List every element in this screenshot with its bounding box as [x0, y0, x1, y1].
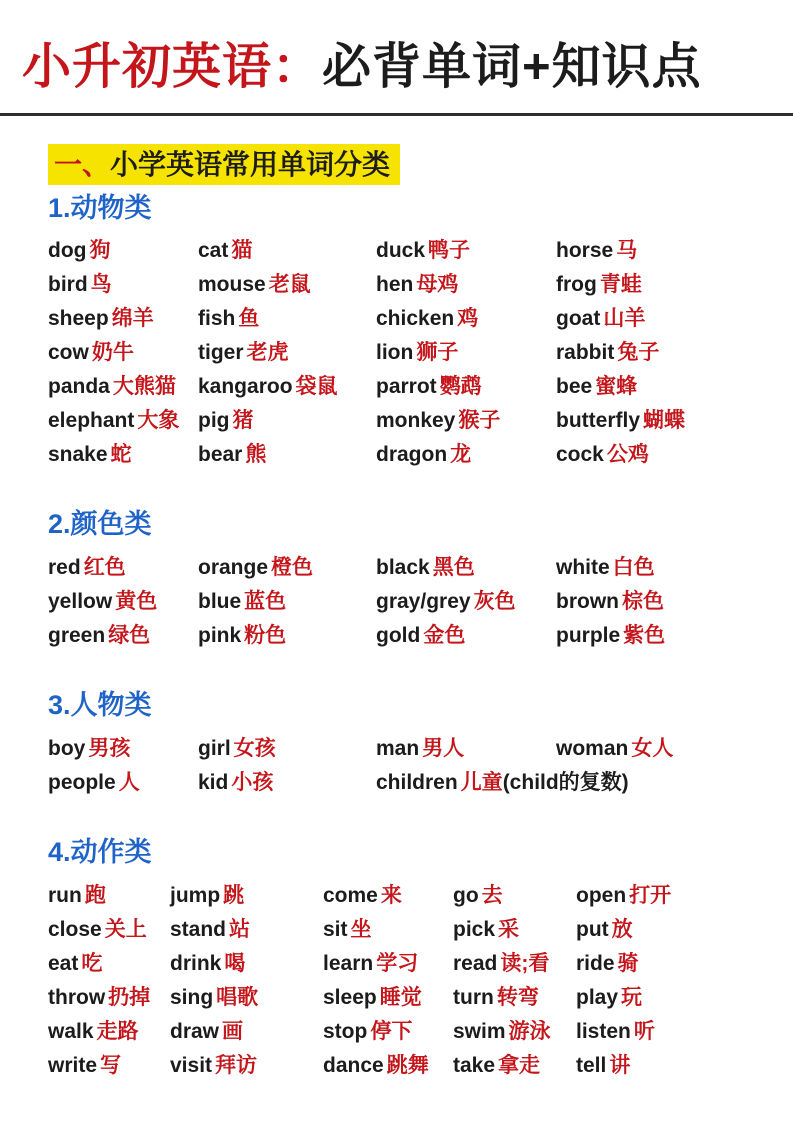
word-item: [376, 766, 629, 800]
word-chinese: 走路: [96, 1019, 139, 1043]
word-item: [48, 947, 170, 981]
word-chinese: 兔子: [617, 341, 660, 365]
word-english: read: [453, 951, 498, 975]
word-english: snake: [48, 443, 108, 467]
worksheet-content: [0, 116, 793, 1083]
word-chinese: 狗: [89, 239, 111, 263]
word-grid: [48, 551, 769, 653]
word-item: [376, 619, 556, 653]
word-chinese: 唱歌: [216, 985, 259, 1009]
word-english: mouse: [198, 273, 266, 297]
word-english: monkey: [376, 409, 456, 433]
word-item: [48, 913, 170, 947]
category-section-1: [48, 192, 769, 473]
word-grid: [48, 234, 769, 472]
word-item: [198, 302, 376, 336]
word-chinese: 紫色: [623, 624, 666, 648]
word-chinese: 骑: [617, 951, 639, 975]
word-chinese: 学习: [376, 951, 419, 975]
word-item: [556, 551, 769, 585]
word-item: [556, 438, 769, 472]
word-item: [376, 732, 556, 766]
word-note: (child的复数): [502, 770, 629, 794]
word-english: duck: [376, 239, 426, 263]
word-item: [556, 585, 769, 619]
word-item: [556, 234, 769, 268]
word-english: listen: [576, 1019, 631, 1043]
category-label: 2.颜色类: [48, 509, 152, 540]
word-chinese: 黄色: [115, 590, 158, 614]
category-section-3: [48, 689, 769, 800]
word-chinese: 金色: [423, 624, 466, 648]
word-chinese: 画: [222, 1019, 244, 1043]
word-chinese: 坐: [350, 917, 372, 941]
word-english: run: [48, 883, 82, 907]
word-english: eat: [48, 951, 79, 975]
word-item: [556, 336, 769, 370]
word-item: [48, 981, 170, 1015]
word-item: [198, 766, 376, 800]
word-chinese: 人: [118, 770, 140, 794]
word-item: [576, 1015, 769, 1049]
word-item: [376, 438, 556, 472]
word-chinese: 奶牛: [91, 341, 134, 365]
word-english: parrot: [376, 375, 437, 399]
word-item: [323, 947, 453, 981]
word-item: [48, 302, 198, 336]
word-chinese: 跳舞: [386, 1053, 429, 1077]
word-english: play: [576, 985, 619, 1009]
word-chinese: 红色: [83, 556, 126, 580]
word-chinese: 来: [380, 883, 402, 907]
word-english: write: [48, 1053, 98, 1077]
word-english: purple: [556, 624, 621, 648]
word-item: [48, 1049, 170, 1083]
word-item: [556, 732, 769, 766]
word-chinese: 写: [100, 1053, 122, 1077]
word-english: sleep: [323, 985, 377, 1009]
word-english: gray/grey: [376, 590, 471, 614]
word-item: [48, 1015, 170, 1049]
word-chinese: 站: [229, 917, 251, 941]
word-item: [556, 404, 769, 438]
word-english: jump: [170, 883, 221, 907]
word-item: [453, 947, 576, 981]
page-title-red-part: 小升初英语：: [22, 40, 323, 94]
word-item: [170, 981, 323, 1015]
word-item: [376, 336, 556, 370]
category-label: 4.动作类: [48, 836, 152, 867]
word-item: [576, 981, 769, 1015]
word-item: [48, 551, 198, 585]
word-english: turn: [453, 985, 494, 1009]
word-chinese: 橙色: [271, 556, 314, 580]
word-chinese: 打开: [629, 883, 672, 907]
section-heading-number: 一、: [54, 148, 111, 180]
word-chinese: 女人: [631, 736, 674, 760]
word-item: [576, 913, 769, 947]
word-chinese: 女孩: [233, 736, 276, 760]
word-item: [198, 370, 376, 404]
word-english: blue: [198, 590, 242, 614]
section-heading-text: 小学英语常用单词分类: [110, 148, 391, 180]
word-english: stand: [170, 917, 227, 941]
word-chinese: 停下: [370, 1019, 413, 1043]
word-chinese: 公鸡: [606, 443, 649, 467]
word-item: [48, 370, 198, 404]
word-chinese: 大象: [137, 409, 180, 433]
word-item: [198, 585, 376, 619]
word-item: [576, 879, 769, 913]
word-english: people: [48, 770, 116, 794]
word-item: [198, 234, 376, 268]
word-english: chicken: [376, 307, 455, 331]
word-english: learn: [323, 951, 374, 975]
word-item: [170, 879, 323, 913]
word-item: [323, 879, 453, 913]
word-english: kid: [198, 770, 229, 794]
word-chinese: 鸡: [457, 307, 479, 331]
section-heading-highlighted: [48, 144, 400, 185]
category-label: 1.动物类: [48, 192, 152, 223]
word-item: [376, 268, 556, 302]
word-chinese: 扔掉: [108, 985, 151, 1009]
word-item: [556, 619, 769, 653]
page-header: [0, 0, 793, 100]
word-english: tell: [576, 1053, 607, 1077]
word-english: walk: [48, 1019, 94, 1043]
word-item: [323, 913, 453, 947]
word-item: [376, 404, 556, 438]
word-english: go: [453, 883, 479, 907]
word-chinese: 玩: [621, 985, 643, 1009]
word-chinese: 拿走: [498, 1053, 541, 1077]
word-english: drink: [170, 951, 222, 975]
word-item: [48, 619, 198, 653]
word-item: [323, 1049, 453, 1083]
word-chinese: 白色: [612, 556, 655, 580]
word-item: [48, 438, 198, 472]
word-english: frog: [556, 273, 597, 297]
word-chinese: 狮子: [416, 341, 459, 365]
word-item: [453, 981, 576, 1015]
word-chinese: 蓝色: [244, 590, 287, 614]
page-title-black-part: 必背单词+知识点: [322, 40, 702, 94]
word-english: man: [376, 736, 420, 760]
word-chinese: 放: [611, 917, 633, 941]
word-chinese: 鱼: [238, 307, 260, 331]
word-english: children: [376, 770, 458, 794]
word-item: [170, 1015, 323, 1049]
word-item: [453, 1049, 576, 1083]
word-english: butterfly: [556, 409, 640, 433]
word-item: [453, 913, 576, 947]
word-chinese: 母鸡: [416, 273, 459, 297]
word-english: cow: [48, 341, 89, 365]
word-item: [198, 619, 376, 653]
category-section-4: [48, 836, 769, 1083]
word-grid: [48, 732, 769, 800]
word-item: [453, 1015, 576, 1049]
word-chinese: 男人: [422, 736, 465, 760]
word-english: fish: [198, 307, 236, 331]
word-english: girl: [198, 736, 231, 760]
word-item: [453, 879, 576, 913]
word-chinese: 听: [633, 1019, 655, 1043]
word-chinese: 跳: [223, 883, 245, 907]
word-chinese: 转弯: [496, 985, 539, 1009]
word-english: panda: [48, 375, 110, 399]
word-english: black: [376, 556, 430, 580]
word-english: come: [323, 883, 378, 907]
word-english: white: [556, 556, 610, 580]
word-english: goat: [556, 307, 601, 331]
word-chinese: 老鼠: [268, 273, 311, 297]
word-english: dragon: [376, 443, 448, 467]
word-chinese: 猪: [232, 409, 254, 433]
word-english: bee: [556, 375, 593, 399]
word-english: boy: [48, 736, 86, 760]
word-english: bird: [48, 273, 88, 297]
word-chinese: 游泳: [508, 1019, 551, 1043]
word-english: red: [48, 556, 81, 580]
word-item: [198, 438, 376, 472]
word-item: [48, 234, 198, 268]
word-english: tiger: [198, 341, 244, 365]
word-english: throw: [48, 985, 106, 1009]
word-item: [198, 404, 376, 438]
word-english: dance: [323, 1053, 384, 1077]
word-chinese: 龙: [450, 443, 472, 467]
word-chinese: 鹦鹉: [439, 375, 482, 399]
word-chinese: 小孩: [231, 770, 274, 794]
word-english: yellow: [48, 590, 113, 614]
word-item: [48, 404, 198, 438]
word-chinese: 青蛙: [599, 273, 642, 297]
word-english: orange: [198, 556, 269, 580]
word-chinese: 绿色: [108, 624, 151, 648]
category-section-2: [48, 508, 769, 653]
word-item: [198, 551, 376, 585]
word-english: close: [48, 917, 102, 941]
word-chinese: 跑: [84, 883, 106, 907]
word-english: draw: [170, 1019, 220, 1043]
word-chinese: 儿童: [460, 770, 503, 794]
word-english: sit: [323, 917, 348, 941]
word-english: horse: [556, 239, 614, 263]
word-chinese: 粉色: [244, 624, 287, 648]
word-english: pick: [453, 917, 496, 941]
word-english: bear: [198, 443, 243, 467]
word-item: [376, 302, 556, 336]
word-item: [556, 370, 769, 404]
word-english: take: [453, 1053, 496, 1077]
word-english: lion: [376, 341, 414, 365]
word-english: sing: [170, 985, 214, 1009]
word-chinese: 蜜蜂: [595, 375, 638, 399]
word-item: [170, 1049, 323, 1083]
word-chinese: 喝: [224, 951, 246, 975]
word-chinese: 绵羊: [111, 307, 154, 331]
word-english: pink: [198, 624, 242, 648]
word-english: stop: [323, 1019, 368, 1043]
word-chinese: 老虎: [246, 341, 289, 365]
word-english: brown: [556, 590, 619, 614]
word-english: cock: [556, 443, 604, 467]
word-chinese: 棕色: [622, 590, 664, 614]
word-english: pig: [198, 409, 230, 433]
word-english: open: [576, 883, 627, 907]
word-chinese: 关上: [104, 917, 147, 941]
word-chinese: 猴子: [458, 409, 501, 433]
word-english: dog: [48, 239, 87, 263]
word-chinese: 大熊猫: [112, 375, 176, 399]
word-chinese: 去: [481, 883, 503, 907]
word-english: sheep: [48, 307, 109, 331]
word-chinese: 熊: [245, 443, 267, 467]
word-chinese: 采: [498, 917, 520, 941]
word-chinese: 读;看: [500, 951, 550, 975]
word-english: ride: [576, 951, 615, 975]
word-item: [556, 302, 769, 336]
word-item: [198, 732, 376, 766]
word-chinese: 马: [616, 239, 638, 263]
word-item: [576, 1049, 769, 1083]
word-chinese: 吃: [81, 951, 103, 975]
word-item: [48, 268, 198, 302]
word-item: [576, 947, 769, 981]
page-title: [22, 36, 775, 100]
word-chinese: 灰色: [473, 590, 516, 614]
word-item: [198, 268, 376, 302]
word-chinese: 猫: [231, 239, 253, 263]
word-chinese: 男孩: [88, 736, 131, 760]
word-item: [323, 1015, 453, 1049]
word-item: [170, 947, 323, 981]
word-english: swim: [453, 1019, 506, 1043]
word-chinese: 讲: [609, 1053, 631, 1077]
word-chinese: 鸭子: [428, 239, 471, 263]
word-english: rabbit: [556, 341, 615, 365]
word-chinese: 蛇: [110, 443, 132, 467]
word-english: cat: [198, 239, 229, 263]
word-english: put: [576, 917, 609, 941]
word-english: hen: [376, 273, 414, 297]
word-item: [48, 879, 170, 913]
word-item: [323, 981, 453, 1015]
word-chinese: 袋鼠: [295, 375, 338, 399]
word-item: [198, 336, 376, 370]
word-item: [48, 732, 198, 766]
word-item: [170, 913, 323, 947]
word-item: [48, 585, 198, 619]
word-item: [48, 336, 198, 370]
word-item: [556, 268, 769, 302]
word-chinese: 蝴蝶: [643, 409, 685, 433]
word-item: [48, 766, 198, 800]
word-item: [376, 585, 556, 619]
category-label: 3.人物类: [48, 690, 152, 721]
word-chinese: 拜访: [215, 1053, 258, 1077]
word-chinese: 睡觉: [379, 985, 422, 1009]
word-chinese: 山羊: [603, 307, 646, 331]
word-item: [376, 234, 556, 268]
word-grid: [48, 879, 769, 1083]
word-english: visit: [170, 1053, 213, 1077]
word-chinese: 鸟: [90, 273, 112, 297]
word-item: [376, 370, 556, 404]
word-english: woman: [556, 736, 629, 760]
word-english: green: [48, 624, 106, 648]
word-english: kangaroo: [198, 375, 293, 399]
category-list: [48, 192, 769, 1083]
word-english: elephant: [48, 409, 135, 433]
word-english: gold: [376, 624, 421, 648]
word-chinese: 黑色: [432, 556, 475, 580]
word-item: [376, 551, 556, 585]
